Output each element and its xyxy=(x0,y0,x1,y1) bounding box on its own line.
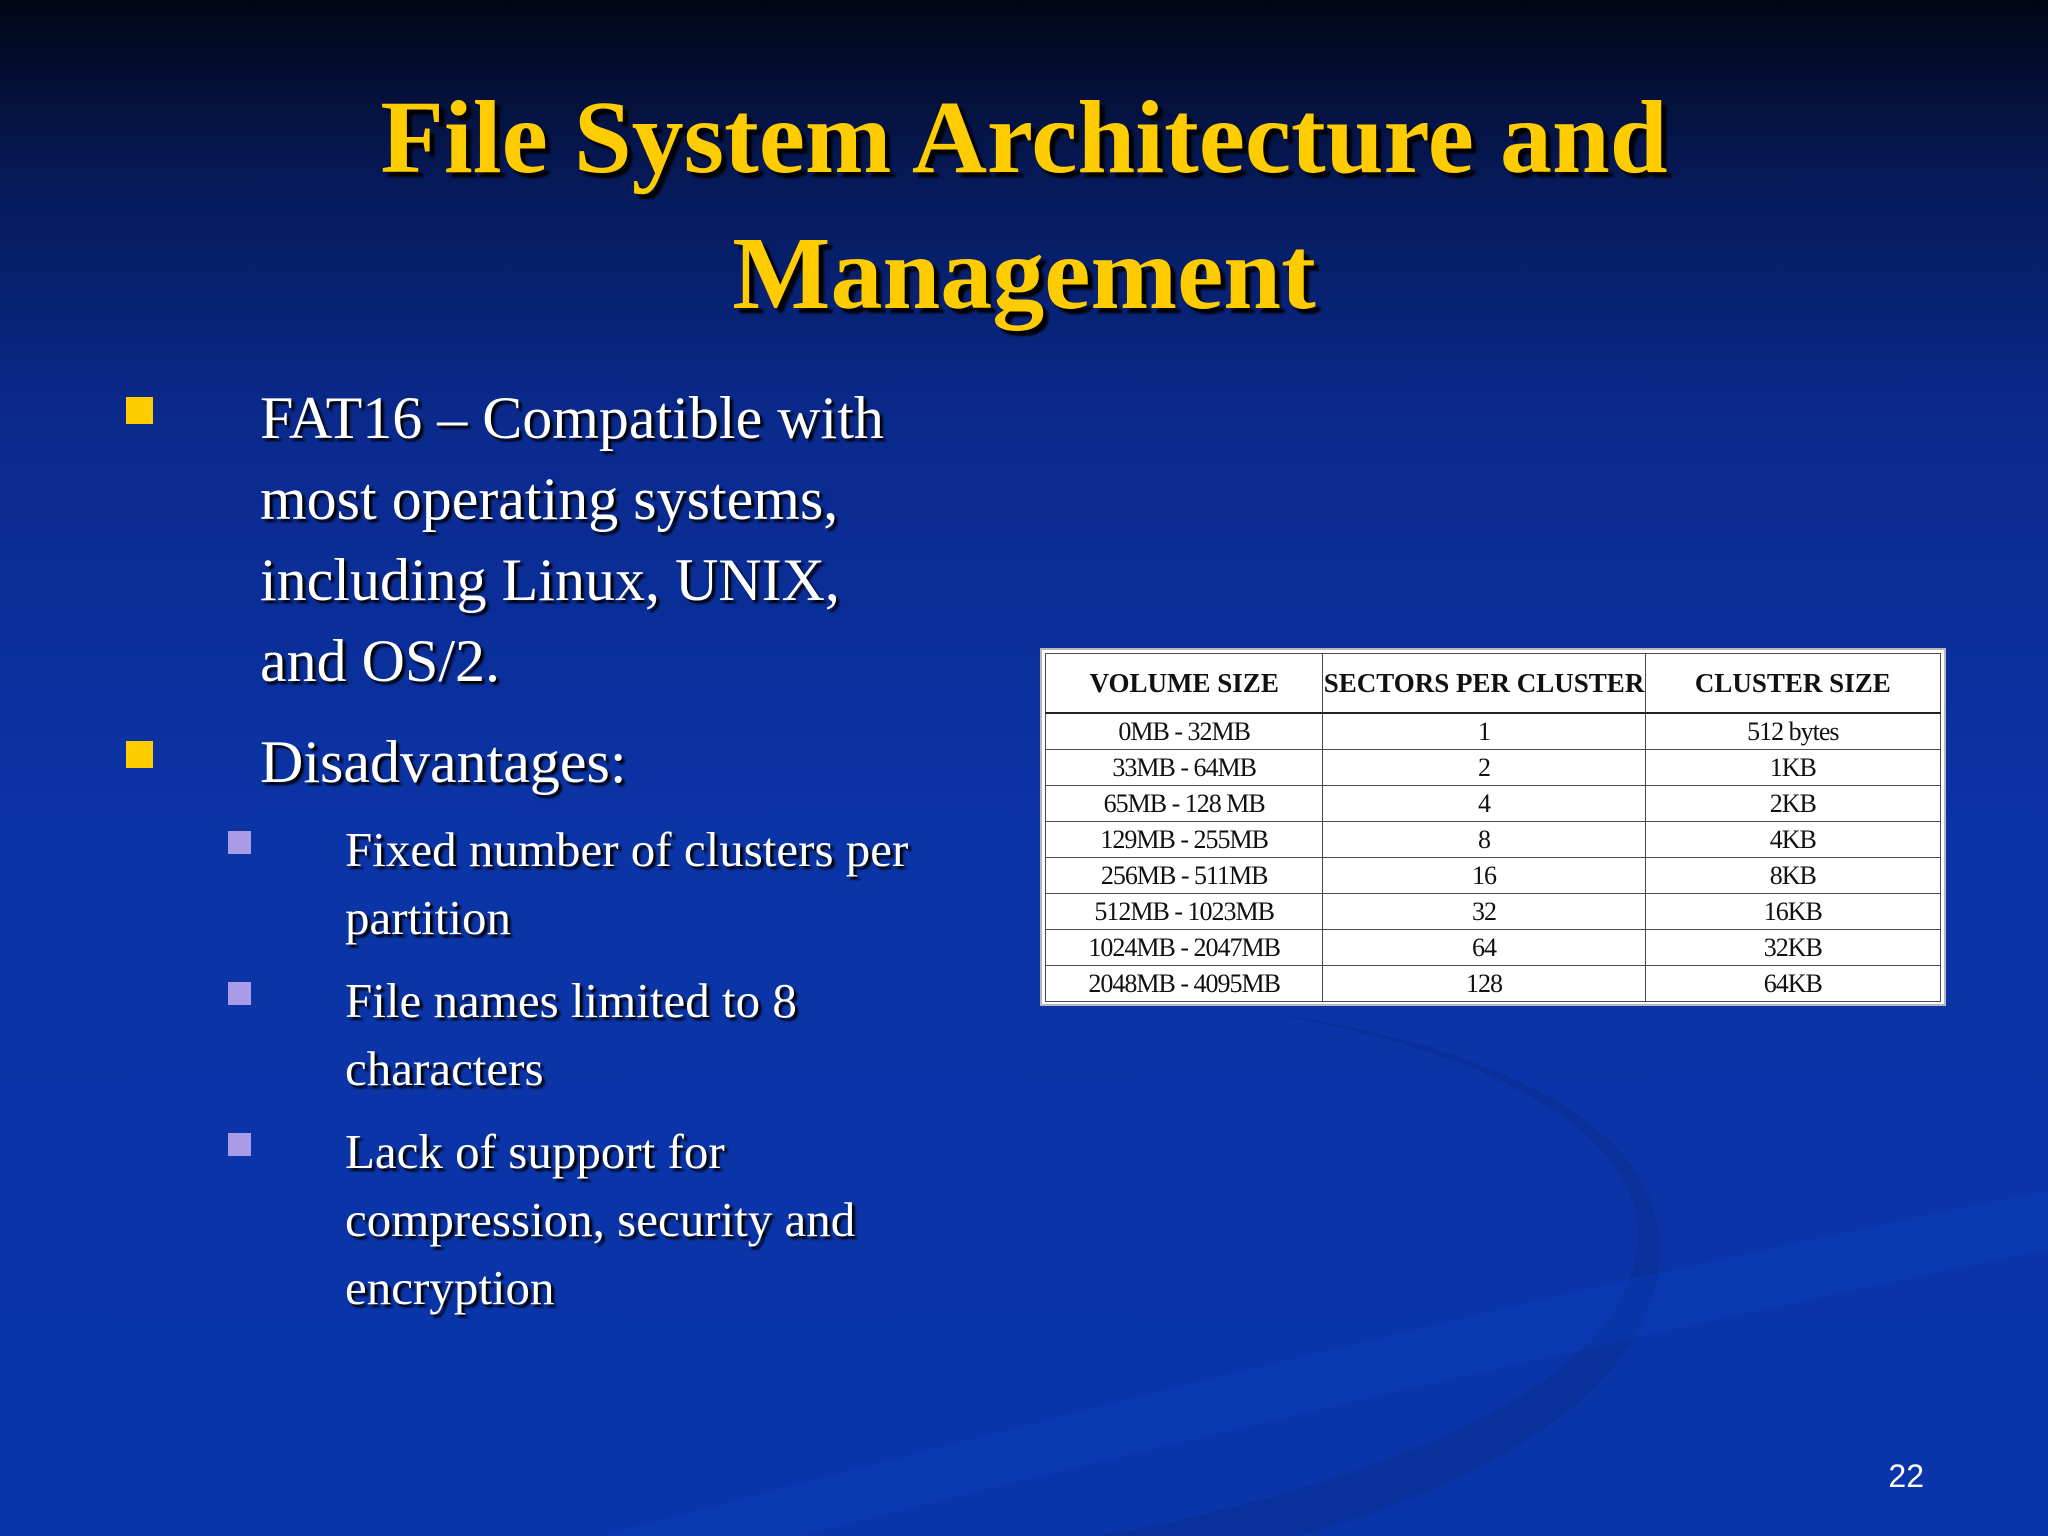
table-cell: 0MB - 32MB xyxy=(1046,713,1323,750)
bullet-item-disadvantages xyxy=(260,722,1020,803)
sub-bullet-text-line: Lack of support for xyxy=(345,1124,725,1179)
sub-bullet-item-compression xyxy=(345,1118,1015,1322)
bullet-text-line: Disadvantages: xyxy=(260,729,627,795)
table-row xyxy=(1046,713,1941,750)
table-cell: 33MB - 64MB xyxy=(1046,750,1323,786)
sub-bullet-text-line: compression, security and xyxy=(345,1192,856,1247)
table-cell: 512MB - 1023MB xyxy=(1046,894,1323,930)
table-row xyxy=(1046,894,1941,930)
table-cell: 1 xyxy=(1323,713,1645,750)
slide-page-number: 22 xyxy=(1888,1458,1924,1494)
table-cell: 65MB - 128 MB xyxy=(1046,786,1323,822)
bullet-text-line: including Linux, UNIX, xyxy=(260,547,840,613)
table-row xyxy=(1046,750,1941,786)
sub-bullet-text-line: Fixed number of clusters per xyxy=(345,822,909,877)
column-header-cluster-size: CLUSTER SIZE xyxy=(1645,654,1940,714)
slide-title xyxy=(120,70,1928,342)
table-cell: 129MB - 255MB xyxy=(1046,822,1323,858)
sub-bullet-marker-square-icon xyxy=(228,831,251,854)
fat16-cluster-table-image xyxy=(1040,648,1946,1006)
fat16-cluster-table xyxy=(1045,653,1941,1002)
table-cell: 1KB xyxy=(1645,750,1940,786)
table-cell: 32 xyxy=(1323,894,1645,930)
table-row xyxy=(1046,930,1941,966)
sub-bullet-text-line: partition xyxy=(345,890,512,945)
bullet-item-fat16 xyxy=(260,378,1020,702)
table-cell: 8 xyxy=(1323,822,1645,858)
column-header-sectors-per-cluster: SECTORS PER CLUSTER xyxy=(1323,654,1645,714)
column-header-volume-size: VOLUME SIZE xyxy=(1046,654,1323,714)
bullet-marker-square-icon xyxy=(126,397,153,424)
table-cell: 4KB xyxy=(1645,822,1940,858)
bullet-marker-square-icon xyxy=(126,741,153,768)
table-cell: 2KB xyxy=(1645,786,1940,822)
sub-bullet-marker-square-icon xyxy=(228,1133,251,1156)
table-cell: 128 xyxy=(1323,966,1645,1002)
slide-title-line: Management xyxy=(732,216,1316,331)
bullet-text-line: FAT16 – Compatible with xyxy=(260,385,884,451)
slide-title-line: File System Architecture and xyxy=(380,80,1668,195)
table-row xyxy=(1046,966,1941,1002)
table-cell: 32KB xyxy=(1645,930,1940,966)
sub-bullet-text-line: encryption xyxy=(345,1260,555,1315)
table-cell: 64 xyxy=(1323,930,1645,966)
sub-bullet-text-line: File names limited to 8 xyxy=(345,973,797,1028)
table-cell: 8KB xyxy=(1645,858,1940,894)
table-cell: 16KB xyxy=(1645,894,1940,930)
table-cell: 512 bytes xyxy=(1645,713,1940,750)
table-row xyxy=(1046,786,1941,822)
table-cell: 2 xyxy=(1323,750,1645,786)
sub-bullet-marker-square-icon xyxy=(228,982,251,1005)
sub-bullet-text-line: characters xyxy=(345,1041,544,1096)
table-header-row xyxy=(1046,654,1941,714)
table-row xyxy=(1046,822,1941,858)
table-cell: 64KB xyxy=(1645,966,1940,1002)
table-cell: 256MB - 511MB xyxy=(1046,858,1323,894)
table-cell: 1024MB - 2047MB xyxy=(1046,930,1323,966)
table-cell: 2048MB - 4095MB xyxy=(1046,966,1323,1002)
table-row xyxy=(1046,858,1941,894)
table-cell: 4 xyxy=(1323,786,1645,822)
bullet-text-line: most operating systems, xyxy=(260,466,839,532)
sub-bullet-item-clusters xyxy=(345,816,1015,952)
sub-bullet-item-filenames xyxy=(345,967,1015,1103)
table-cell: 16 xyxy=(1323,858,1645,894)
bullet-text-line: and OS/2. xyxy=(260,628,500,694)
